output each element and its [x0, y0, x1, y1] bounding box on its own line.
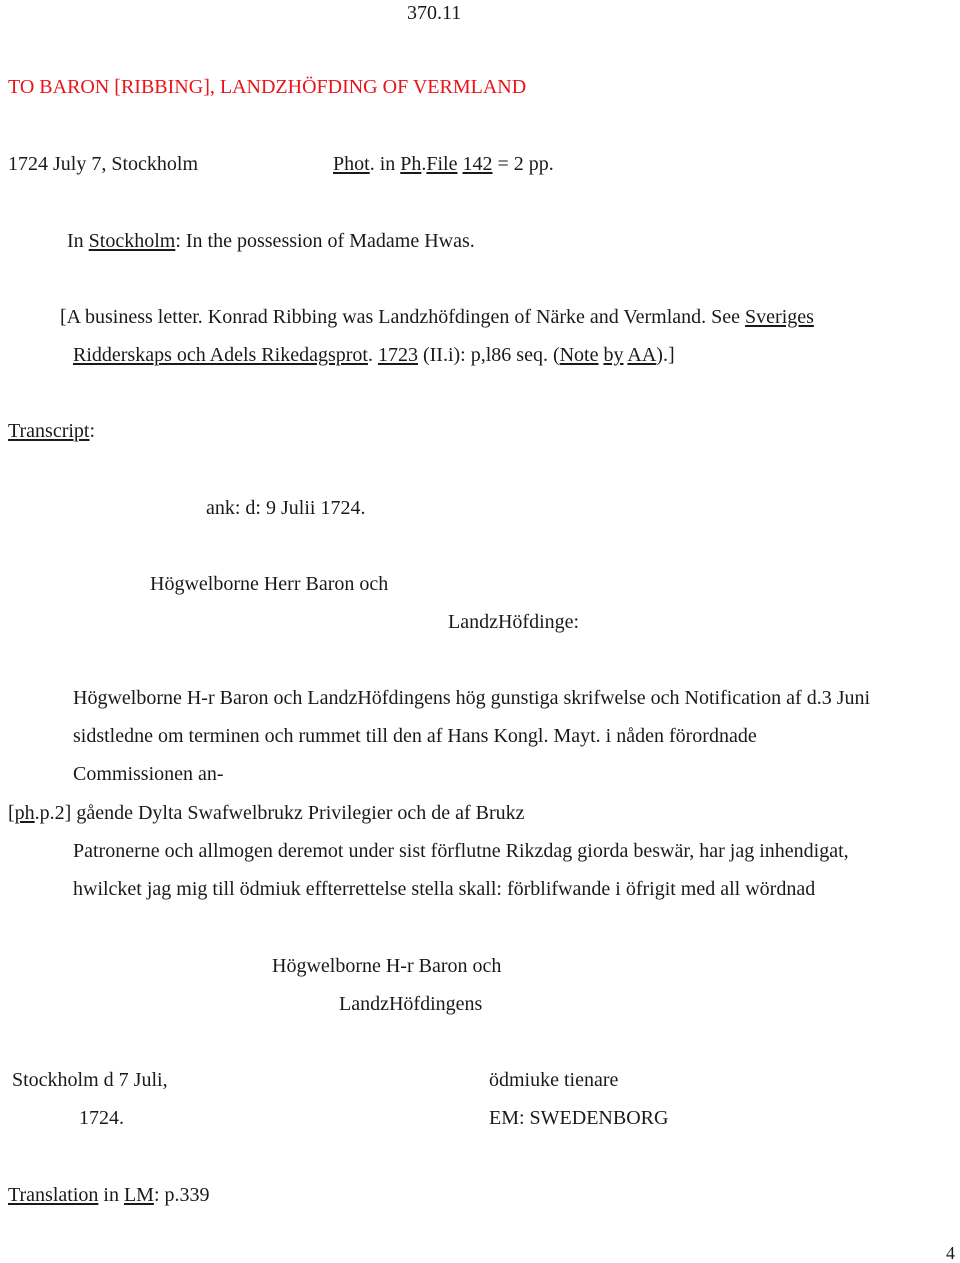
place-date-line-1: Stockholm d 7 Juli,: [12, 1069, 168, 1091]
source-reference: [333, 154, 554, 174]
editorial-note-line-1: [60, 307, 814, 327]
file-link[interactable]: File: [426, 153, 458, 175]
ridderskaps-link[interactable]: Ridderskaps och Adels Rikedagsprot: [73, 344, 368, 366]
page-marker-rest: .p.2]: [34, 802, 72, 824]
file-number-link[interactable]: 142: [462, 153, 493, 175]
closing-line-1: Högwelborne H-r Baron och: [272, 955, 502, 977]
location-rest: : In the possession of Madame Hwas.: [175, 230, 475, 252]
ph-link[interactable]: Ph: [400, 153, 422, 175]
lm-link[interactable]: LM: [123, 1184, 154, 1206]
note-link[interactable]: Note: [559, 344, 599, 366]
translation-in: in: [98, 1184, 124, 1206]
body-line-3: Commissionen an-: [73, 763, 224, 785]
translation-page: : p.339: [153, 1184, 210, 1206]
transcript-heading: [8, 421, 95, 441]
ph-page-link[interactable]: ph: [14, 802, 35, 824]
signature: EM: SWEDENBORG: [489, 1107, 669, 1129]
date-place: 1724 July 7, Stockholm: [8, 153, 199, 175]
phot-link[interactable]: Phot: [333, 153, 370, 175]
translation-link[interactable]: Translation: [8, 1184, 99, 1206]
signoff-line-1: ödmiuke tienare: [489, 1069, 619, 1091]
letter-title: TO BARON [RIBBING], LANDZHÖFDING OF VERMLAND: [8, 76, 527, 98]
note-sep: .: [367, 344, 378, 366]
translation-reference: [8, 1185, 210, 1205]
page-number: 4: [946, 1243, 955, 1263]
note-text: [A business letter. Konrad Ribbing was Landzhöfdingen of Närke and Vermland. See: [60, 306, 746, 328]
sveriges-link[interactable]: Sveriges: [745, 306, 814, 328]
note-end: ).]: [656, 344, 675, 366]
body-line-5: Patronerne och allmogen deremot under sist förflutne Rikzdag giorda beswär, har jag inhendigat,: [73, 840, 849, 862]
note-pages: (II.i): p,l86 seq. (: [417, 344, 560, 366]
received-note: ank: d: 9 Julii 1724.: [206, 497, 366, 519]
salutation-line-1: Högwelborne Herr Baron och: [150, 573, 389, 595]
source-pages: = 2 pp.: [492, 153, 554, 175]
year-link[interactable]: 1723: [377, 344, 418, 366]
page-reference: 370.11: [407, 2, 462, 24]
body-line-1: Högwelborne H-r Baron och LandzHöfdingens hög gunstiga skrifwelse och Notification af d.3 Juni: [73, 687, 871, 709]
source-text: . in: [369, 153, 401, 175]
by-link[interactable]: by: [603, 344, 624, 366]
place-date-line-2: 1724.: [79, 1107, 124, 1129]
salutation-line-2: LandzHöfdinge:: [448, 611, 580, 633]
body-continuation: gående Dylta Swafwelbrukz Privilegier och de af Brukz: [71, 802, 525, 824]
body-line-4: [8, 803, 525, 823]
body-line-2: sidstledne om terminen och rummet till den af Hans Kongl. Mayt. i nåden förordnade: [73, 725, 757, 747]
closing-line-2: LandzHöfdingens: [339, 993, 483, 1015]
transcript-link[interactable]: Transcript: [8, 420, 90, 442]
editorial-note-line-2: [73, 345, 675, 365]
stockholm-link[interactable]: Stockholm: [88, 230, 176, 252]
location-line: [67, 231, 475, 251]
body-line-6: hwilcket jag mig till ödmiuk effterrettelse stella skall: förblifwande i öfrigit med all wördnad: [73, 878, 816, 900]
page-marker-open: [: [8, 802, 15, 824]
aa-link[interactable]: AA: [627, 344, 657, 366]
source-dot: .: [421, 153, 427, 175]
location-prefix: In: [67, 230, 89, 252]
transcript-colon: :: [89, 420, 96, 442]
